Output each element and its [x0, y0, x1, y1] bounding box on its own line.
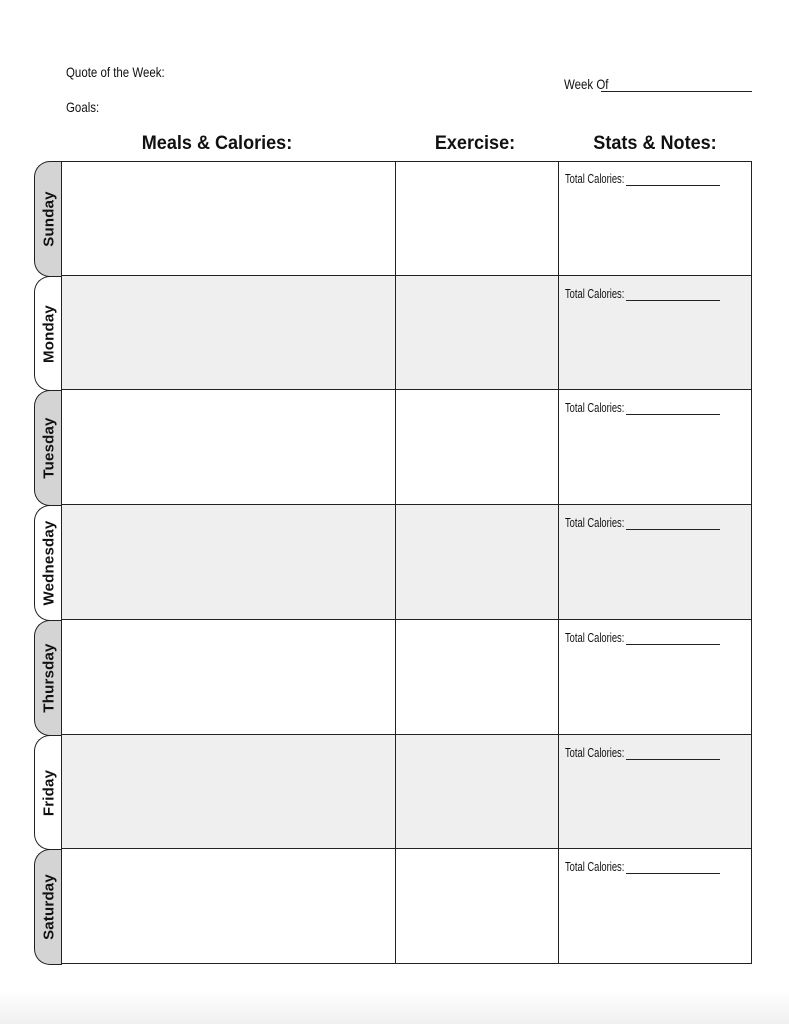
- total-calories-label: Total Calories:: [565, 400, 625, 415]
- total-calories-label: Total Calories:: [565, 745, 625, 760]
- day-row-saturday: [61, 849, 752, 964]
- day-tab-label: Friday: [40, 769, 57, 816]
- exercise-cell[interactable]: [396, 849, 558, 963]
- exercise-cell[interactable]: [396, 161, 558, 275]
- meals-cell[interactable]: [61, 505, 395, 619]
- day-row-monday: [61, 276, 752, 390]
- total-calories-label: Total Calories:: [565, 515, 625, 530]
- goals-label: Goals:: [66, 99, 100, 115]
- day-tab-label: Saturday: [40, 874, 57, 940]
- exercise-cell[interactable]: [396, 620, 558, 734]
- meals-cell[interactable]: [61, 276, 395, 390]
- total-calories-field[interactable]: [626, 529, 720, 530]
- day-tab-saturday: [34, 849, 62, 965]
- day-tab-sunday: [34, 161, 62, 277]
- stats-notes-cell[interactable]: [559, 505, 752, 619]
- stats-notes-cell[interactable]: [559, 849, 752, 963]
- stats-notes-cell[interactable]: [559, 161, 752, 275]
- day-row-wednesday: [61, 505, 752, 620]
- total-calories-label: Total Calories:: [565, 859, 625, 874]
- meals-column-header: Meals & Calories:: [141, 133, 293, 154]
- day-tab-label: Wednesday: [40, 520, 57, 606]
- stats-notes-cell[interactable]: [559, 276, 752, 390]
- exercise-cell[interactable]: [396, 505, 558, 619]
- meals-cell[interactable]: [61, 735, 395, 849]
- total-calories-field[interactable]: [626, 873, 720, 874]
- day-tab-friday: [34, 735, 62, 850]
- day-tab-wednesday: [34, 505, 62, 621]
- stats-notes-cell[interactable]: [559, 390, 752, 504]
- day-tab-tuesday: [34, 390, 62, 506]
- total-calories-label: Total Calories:: [565, 630, 625, 645]
- meals-cell[interactable]: [61, 161, 395, 275]
- meals-cell[interactable]: [61, 620, 395, 734]
- exercise-column-header: Exercise:: [434, 133, 516, 154]
- day-row-tuesday: [61, 390, 752, 505]
- meals-cell[interactable]: [61, 849, 395, 963]
- week-of-field[interactable]: [601, 91, 752, 92]
- stats-notes-cell[interactable]: [559, 735, 752, 849]
- day-row-friday: [61, 735, 752, 849]
- weekly-planner-grid: [61, 161, 752, 964]
- day-tab-label: Thursday: [40, 643, 57, 713]
- total-calories-field[interactable]: [626, 759, 720, 760]
- exercise-cell[interactable]: [396, 735, 558, 849]
- total-calories-field[interactable]: [626, 644, 720, 645]
- column-divider: [558, 161, 559, 964]
- total-calories-label: Total Calories:: [565, 171, 625, 186]
- day-tab-label: Monday: [40, 304, 57, 363]
- page-bottom-edge: [0, 990, 789, 1024]
- stats-notes-cell[interactable]: [559, 620, 752, 734]
- total-calories-field[interactable]: [626, 414, 720, 415]
- day-row-sunday: [61, 161, 752, 276]
- exercise-cell[interactable]: [396, 390, 558, 504]
- day-row-thursday: [61, 620, 752, 735]
- stats-column-header: Stats & Notes:: [593, 133, 717, 154]
- day-tab-label: Tuesday: [40, 417, 57, 479]
- total-calories-field[interactable]: [626, 185, 720, 186]
- total-calories-field[interactable]: [626, 300, 720, 301]
- total-calories-label: Total Calories:: [565, 286, 625, 301]
- day-tab-thursday: [34, 620, 62, 736]
- day-tab-label: Sunday: [40, 191, 57, 247]
- column-divider: [395, 161, 396, 964]
- exercise-cell[interactable]: [396, 276, 558, 390]
- meals-cell[interactable]: [61, 390, 395, 504]
- week-of-label: Week Of: [564, 76, 609, 92]
- quote-of-week-label: Quote of the Week:: [66, 64, 165, 80]
- day-tab-monday: [34, 276, 62, 391]
